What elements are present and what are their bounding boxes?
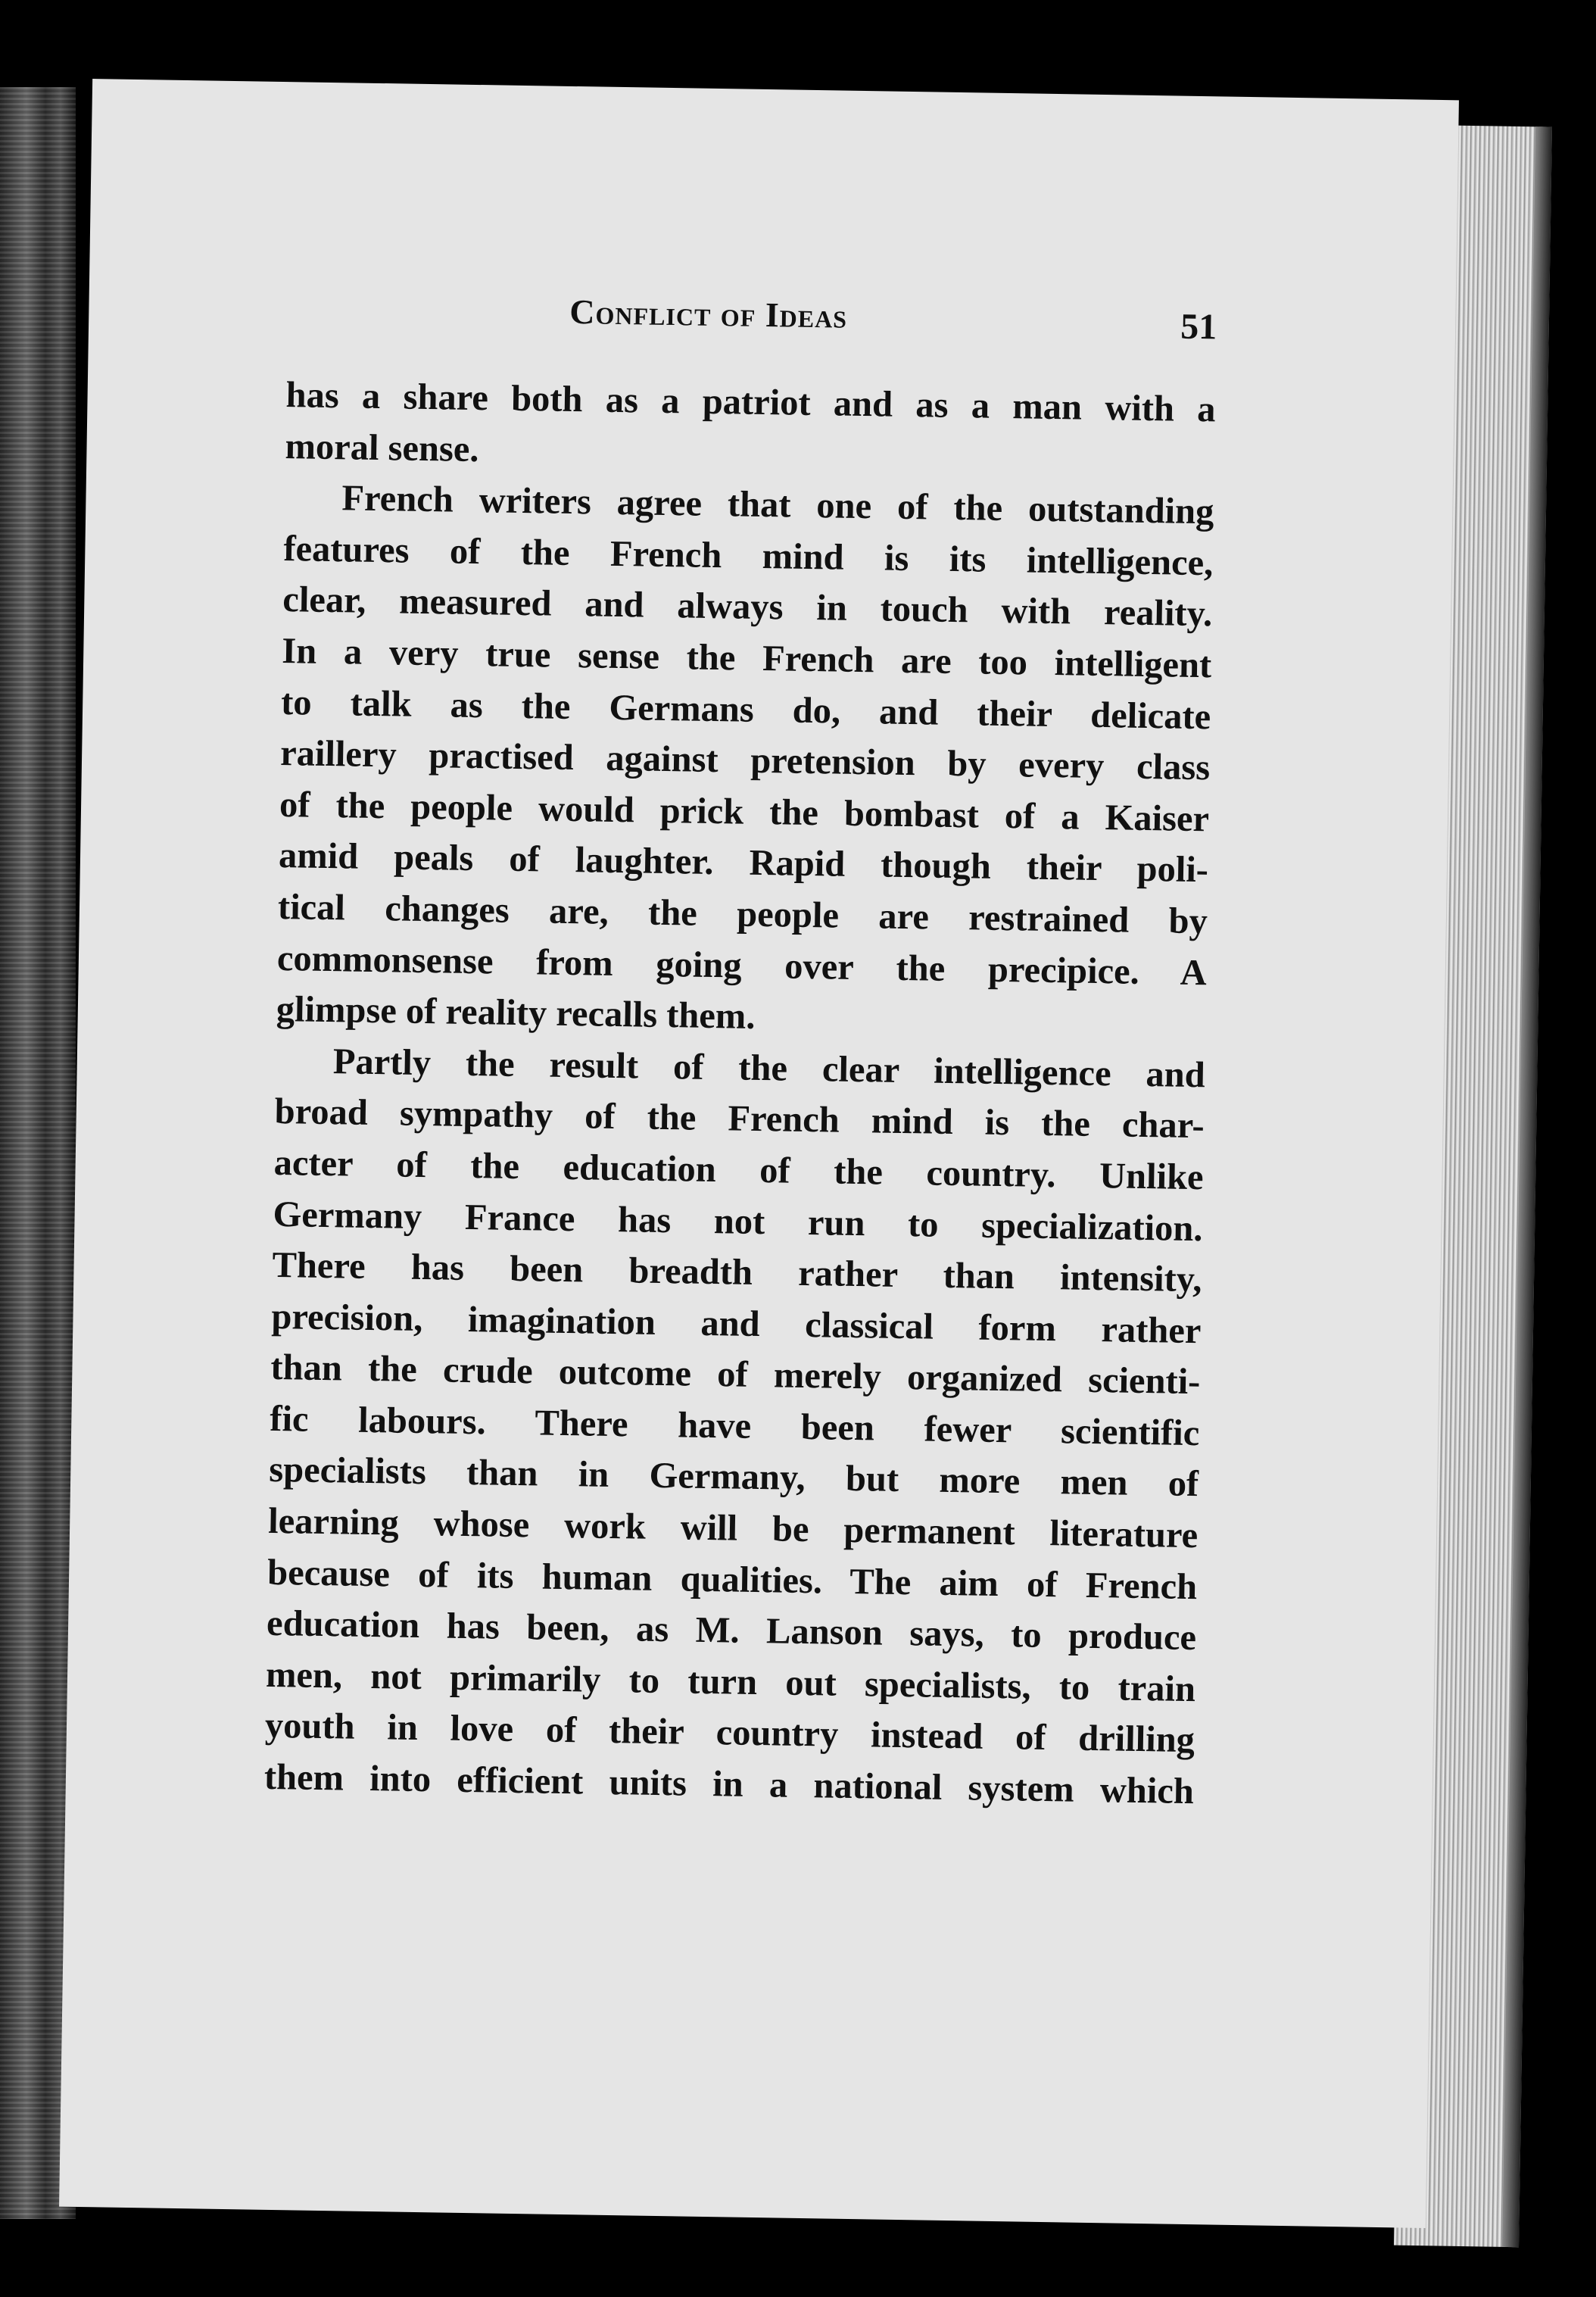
text-line: French writers agree that one of the outstanding: [341, 478, 1214, 532]
text-line: clear, measured and always in touch with reality.: [282, 579, 1213, 635]
body-text: [263, 370, 1216, 1818]
text-line: moral sense.: [285, 426, 479, 470]
text-line: because of its human qualities. The aim of French: [267, 1552, 1198, 1607]
text-line: In a very true sense the French are too intelligent: [281, 630, 1212, 686]
text-line: commonsense from going over the precipice. A: [276, 938, 1208, 993]
text-line: learning whose work will be permanent literature: [267, 1500, 1199, 1556]
text-line: education has been, as M. Lanson says, to produce: [266, 1603, 1197, 1659]
text-line: youth in love of their country instead of drilling: [264, 1706, 1195, 1761]
text-line: precision, imagination and classical form rather: [271, 1296, 1202, 1351]
text-line: Partly the result of the clear intelligence and: [332, 1041, 1206, 1095]
text-line: men, not primarily to turn out specialists, to train: [265, 1654, 1196, 1709]
text-line: specialists than in Germany, but more men of: [268, 1450, 1199, 1505]
text-line: to talk as the Germans do, and their delicate: [280, 682, 1211, 737]
running-head: [494, 290, 1217, 362]
page-number: 51: [1180, 306, 1217, 348]
text-line: features of the French mind is its intelligence,: [283, 528, 1214, 584]
text-line: raillery practised against pretension by every class: [279, 733, 1211, 788]
text-line: broad sympathy of the French mind is the char-: [274, 1091, 1205, 1147]
running-title: Conflict of Ideas: [569, 292, 848, 335]
book-page: [59, 79, 1459, 2228]
text-line: fic labours. There have been fewer scientific: [270, 1398, 1200, 1454]
text-line: Germany France has not run to specialization.: [273, 1194, 1203, 1249]
text-line: acter of the education of the country. Unlike: [273, 1142, 1204, 1198]
text-line: has a share both as a patriot and as a man with a: [285, 375, 1216, 430]
text-line: than the crude outcome of merely organized scienti-: [270, 1347, 1201, 1403]
text-line: them into efficient units in a national system which: [263, 1756, 1195, 1812]
text-line: There has been breadth rather than intensity,: [272, 1245, 1202, 1300]
text-line: glimpse of reality recalls them.: [276, 989, 756, 1038]
text-line: amid peals of laughter. Rapid though their poli-: [278, 835, 1209, 891]
text-line: tical changes are, the people are restrained by: [277, 886, 1208, 942]
text-line: of the people would prick the bombast of a Kaiser: [279, 784, 1210, 840]
